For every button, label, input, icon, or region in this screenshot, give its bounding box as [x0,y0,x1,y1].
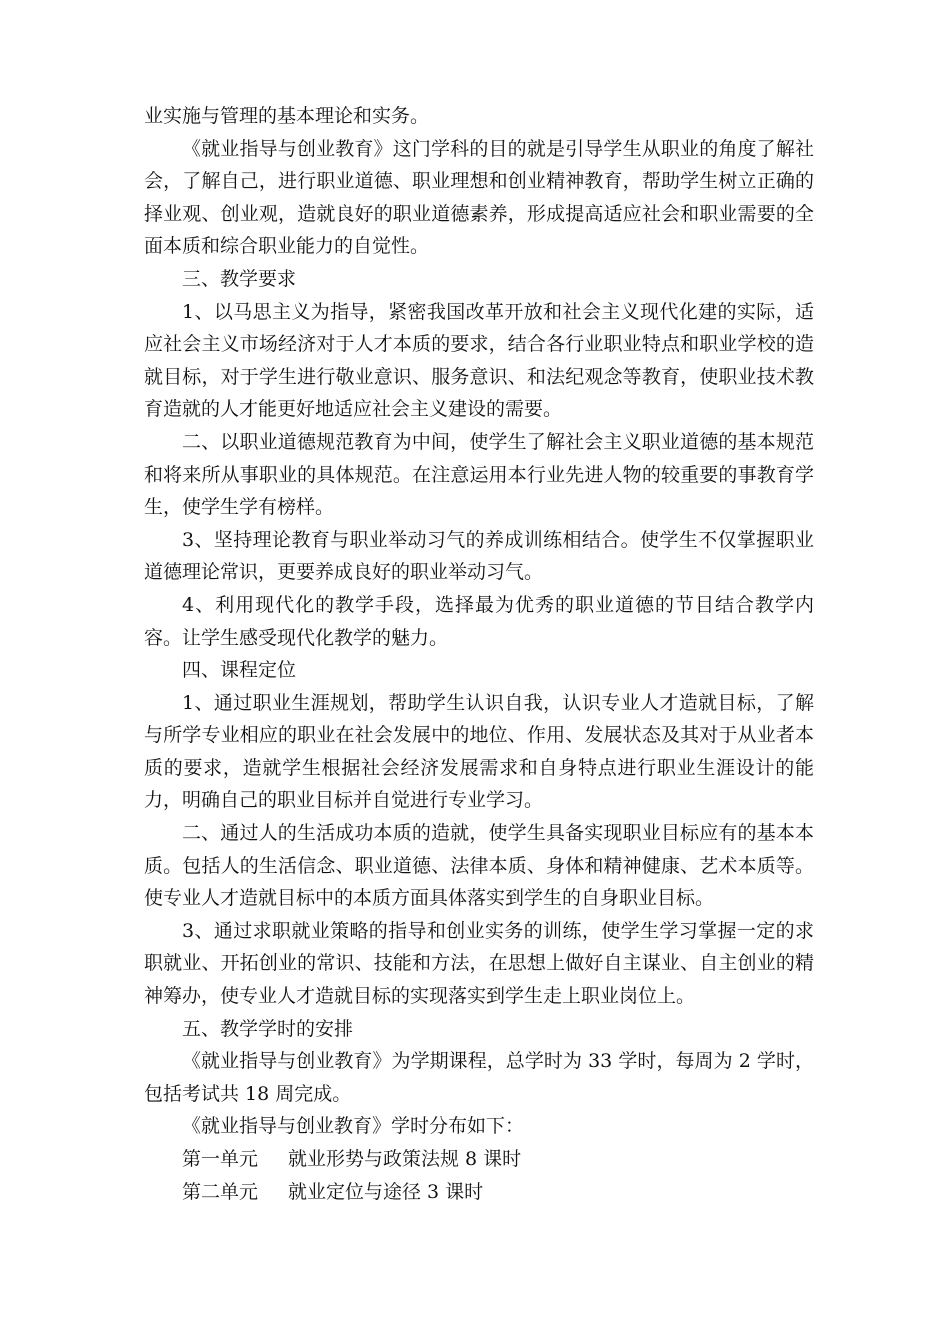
paragraph-positioning-3: 3、通过求职就业策略的指导和创业实务的训练，使学生学习掌握一定的求职就业、开拓创业的常识、技能和方法，在思想上做好自主谋业、自主创业的精神筹办，使专业人才造就目标的实现落实到学生走上职业岗位上。 [144,919,814,1008]
section-heading-hours-arrangement: 五、教学学时的安排 [182,1017,354,1040]
paragraph-hours-distribution-intro: 《就业指导与创业教育》学时分布如下： [182,1115,525,1138]
paragraph-requirement-3: 3、坚持理论教育与职业举动习气的养成训练相结合。使学生不仅掌握职业道德理论常识，更要养成良好的职业举动习气。 [144,528,814,584]
unit-name: 第一单元 [182,1148,259,1170]
paragraph-positioning-1: 1、通过职业生涯规划，帮助学生认识自我，认识专业人才造就目标，了解与所学专业相应的职业在社会发展中的地位、作用、发展状态及其对于从业者本质的要求，造就学生根据社会经济发展需求和自身特点进行职业生涯设计的能力，明确自己的职业目标并自觉进行专业学习。 [144,691,814,812]
paragraph-hours-total: 《就业指导与创业教育》为学期课程，总学时为 33 学时，每周为 2 学时，包括考试共 18 周完成。 [144,1050,814,1105]
paragraph-requirement-4: 4、利用现代化的教学手段，选择最为优秀的职业道德的节目结合教学内容。让学生感受现代化教学的魅力。 [144,593,814,649]
paragraph-continuation: 业实施与管理的基本理论和实务。 [144,105,430,127]
unit-row [144,1143,814,1176]
paragraph-requirement-2: 二、以职业道德规范教育为中间，使学生了解社会主义职业道德的基本规范和将来所从事职业的具体规范。在注意运用本行业先进人物的较重要的事教育学生，使学生学有榜样。 [144,430,814,519]
unit-row [144,1176,814,1209]
paragraph-requirement-1: 1、以马思主义为指导，紧密我国改革开放和社会主义现代化建的实际，适应社会主义市场经济对于人才本质的要求，结合各行业职业特点和职业学校的造就目标，对于学生进行敬业意识、服务意识、和法纪观念等教育，使职业技术教育造就的人才能更好地适应社会主义建设的需要。 [144,300,814,421]
unit-content: 就业形势与政策法规 8 课时 [288,1148,522,1170]
unit-content: 就业定位与途径 3 课时 [288,1180,484,1203]
unit-name: 第二单元 [182,1180,259,1203]
section-heading-course-positioning: 四、课程定位 [182,659,297,682]
section-heading-teaching-requirements: 三、教学要求 [182,267,297,290]
paragraph-positioning-2: 二、通过人的生活成功本质的造就，使学生具备实现职业目标应有的基本本质。包括人的生活信念、职业道德、法律本质、身体和精神健康、艺术本质等。使专业人才造就目标中的本质方面具体落实到学生的自身职业目标。 [144,822,814,910]
paragraph-course-purpose: 《就业指导与创业教育》这门学科的目的就是引导学生从职业的角度了解社会，了解自己，进行职业道德、职业理想和创业精神教育，帮助学生树立正确的择业观、创业观，造就良好的职业道德素养，形成提高适应社会和职业需要的全面本质和综合职业能力的自觉性。 [144,137,814,258]
